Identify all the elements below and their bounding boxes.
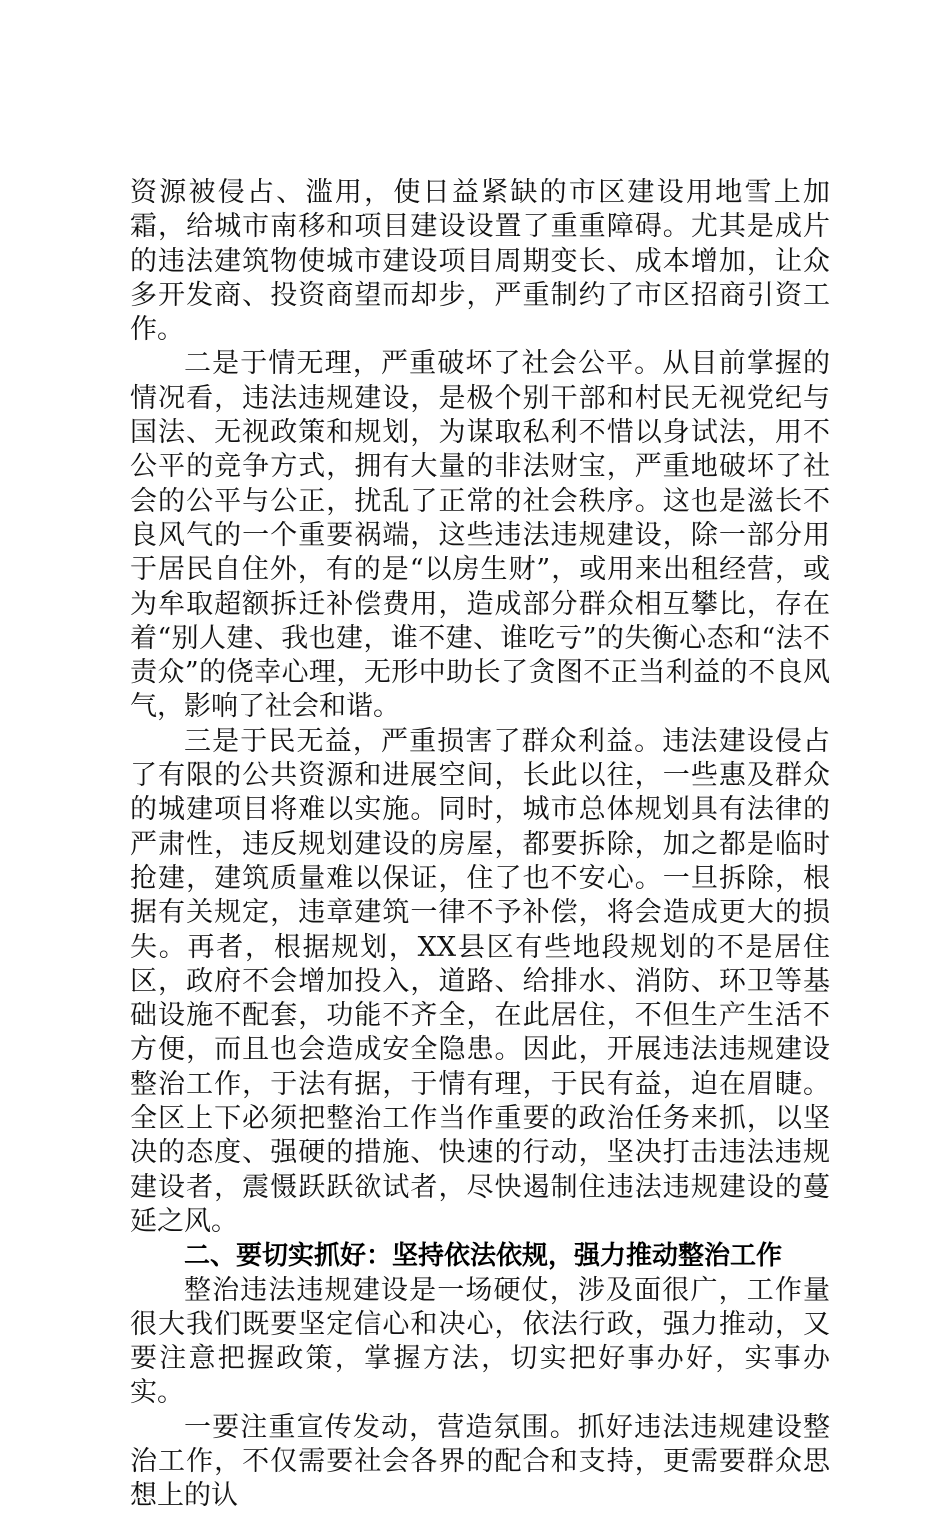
document-body	[130, 176, 830, 1514]
paragraph-1: 资源被侵占、滥用，使日益紧缺的市区建设用地雪上加霜，给城市南移和项目建设设置了重重障碍。尤其是成片的违法建筑物使城市建设项目周期变长、成本增加，让众多开发商、投资商望而却步，严重制约了市区招商引资工作。	[130, 177, 830, 346]
paragraph-2: 二是于情无理，严重破坏了社会公平。从目前掌握的情况看，违法违规建设，是极个别干部和村民无视党纪与国法、无视政策和规划，为谋取私利不惜以身试法，用不公平的竞争方式，拥有大量的非法财宝，严重地破坏了社会的公平与公正，扰乱了正常的社会秩序。这也是滋长不良风气的一个重要祸端，这些违法违规建设，除一部分用于居民自住外，有的是“以房生财”，或用来出租经营，或为牟取超额拆迁补偿费用，造成部分群众相互攀比，存在着“别人建、我也建，谁不建、谁吃亏”的失衡心态和“法不责众”的侥幸心理，无形中助长了贪图不正当利益的不良风气，影响了社会和谐。	[130, 348, 830, 723]
paragraph-4: 整治违法违规建设是一场硬仗，涉及面很广，工作量很大我们既要坚定信心和决心，依法行政，强力推动，又要注意把握政策，掌握方法，切实把好事办好，实事办实。	[130, 1274, 830, 1409]
section-heading: 二、要切实抓好：坚持依法依规，强力推动整治工作	[184, 1241, 783, 1272]
paragraph-3: 三是于民无益，严重损害了群众利益。违法建设侵占了有限的公共资源和进展空间，长此以往，一些惠及群众的城建项目将难以实施。同时，城市总体规划具有法律的严肃性，违反规划建设的房屋，都要拆除，加之都是临时抢建，建筑质量难以保证，住了也不安心。一旦拆除，根据有关规定，违章建筑一律不予补偿，将会造成更大的损失。再者，根据规划，XX县区有些地段规划的不是居住区，政府不会增加投入，道路、给排水、消防、环卫等基础设施不配套，功能不齐全，在此居住，不但生产生活不方便，而且也会造成安全隐患。因此，开展违法违规建设整治工作，于法有据，于情有理，于民有益，迫在眉睫。全区上下必须把整治工作当作重要的政治任务来抓，以坚决的态度、强硬的措施、快速的行动，坚决打击违法违规建设者，震慑跃跃欲试者，尽快遏制住违法违规建设的蔓延之风。	[130, 725, 830, 1237]
paragraph-5: 一要注重宣传发动，营造氛围。抓好违法违规建设整治工作，不仅需要社会各界的配合和支持，更需要群众思想上的认	[130, 1411, 830, 1512]
